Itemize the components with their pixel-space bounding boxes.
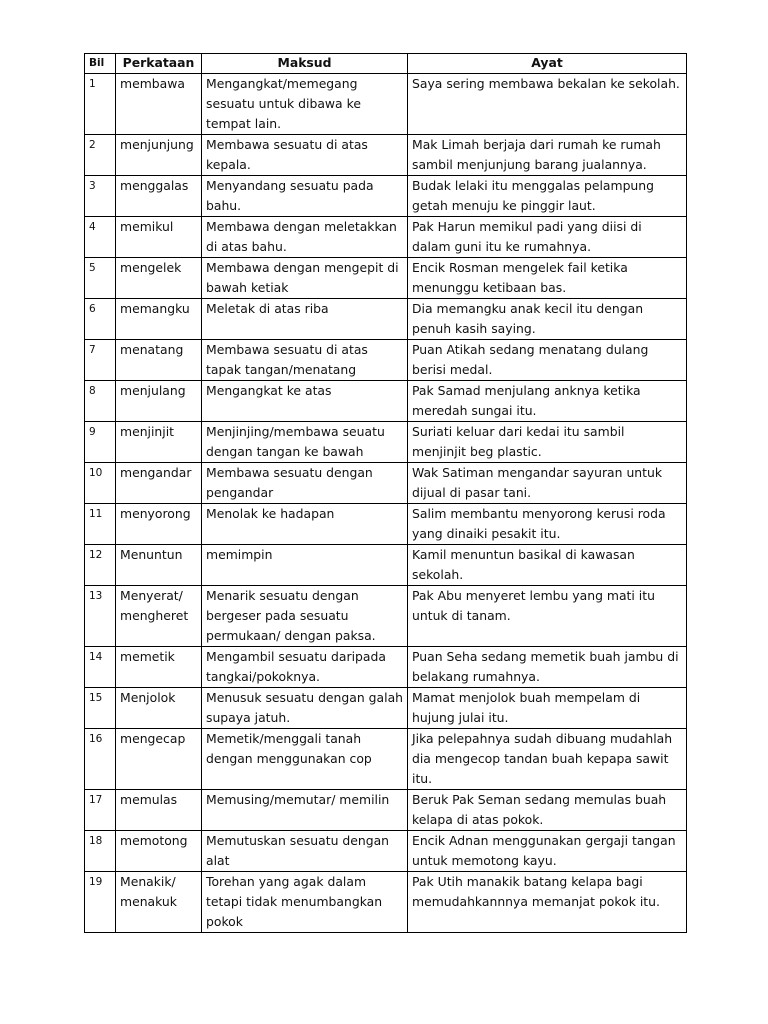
table-row (85, 504, 687, 545)
cell-maksud: Memusing/memutar/ memilin (202, 790, 408, 831)
header-ayat: Ayat (408, 54, 687, 74)
cell-ayat: Encik Adnan menggunakan gergaji tangan untuk memotong kayu. (408, 831, 687, 872)
cell-maksud: Menarik sesuatu dengan bergeser pada sesuatu permukaan/ dengan paksa. (202, 586, 408, 647)
table-row (85, 340, 687, 381)
cell-ayat: Mamat menjolok buah mempelam di hujung julai itu. (408, 688, 687, 729)
table-row (85, 647, 687, 688)
cell-bil: 2 (85, 135, 116, 176)
cell-maksud: Menusuk sesuatu dengan galah supaya jatuh. (202, 688, 408, 729)
cell-maksud: Torehan yang agak dalam tetapi tidak menumbangkan pokok (202, 872, 408, 933)
table-row (85, 422, 687, 463)
table-row (85, 463, 687, 504)
cell-bil: 10 (85, 463, 116, 504)
cell-perkataan: mengandar (116, 463, 202, 504)
cell-maksud: Memetik/menggali tanah dengan menggunakan cop (202, 729, 408, 790)
cell-bil: 6 (85, 299, 116, 340)
cell-ayat: Dia memangku anak kecil itu dengan penuh kasih saying. (408, 299, 687, 340)
table-body (85, 74, 687, 933)
cell-maksud: Membawa sesuatu dengan pengandar (202, 463, 408, 504)
table-row (85, 586, 687, 647)
cell-bil: 18 (85, 831, 116, 872)
cell-bil: 4 (85, 217, 116, 258)
cell-ayat: Budak lelaki itu menggalas pelampung getah menuju ke pinggir laut. (408, 176, 687, 217)
cell-bil: 1 (85, 74, 116, 135)
cell-perkataan: menggalas (116, 176, 202, 217)
cell-bil: 17 (85, 790, 116, 831)
vocabulary-table (84, 53, 687, 933)
cell-maksud: Mengangkat/memegang sesuatu untuk dibawa ke tempat lain. (202, 74, 408, 135)
cell-perkataan: mengelek (116, 258, 202, 299)
cell-perkataan: mengecap (116, 729, 202, 790)
header-maksud: Maksud (202, 54, 408, 74)
cell-ayat: Kamil menuntun basikal di kawasan sekolah. (408, 545, 687, 586)
table-row (85, 872, 687, 933)
cell-ayat: Pak Utih manakik batang kelapa bagi memudahkannnya memanjat pokok itu. (408, 872, 687, 933)
cell-ayat: Wak Satiman mengandar sayuran untuk dijual di pasar tani. (408, 463, 687, 504)
cell-perkataan: membawa (116, 74, 202, 135)
cell-maksud: Meletak di atas riba (202, 299, 408, 340)
cell-maksud: memimpin (202, 545, 408, 586)
cell-maksud: Membawa sesuatu di atas tapak tangan/menatang (202, 340, 408, 381)
cell-ayat: Puan Seha sedang memetik buah jambu di belakang rumahnya. (408, 647, 687, 688)
cell-bil: 15 (85, 688, 116, 729)
cell-perkataan: memotong (116, 831, 202, 872)
cell-perkataan: menjulang (116, 381, 202, 422)
table-row (85, 176, 687, 217)
cell-bil: 5 (85, 258, 116, 299)
table-row (85, 135, 687, 176)
cell-perkataan: Menakik/ menakuk (116, 872, 202, 933)
cell-ayat: Encik Rosman mengelek fail ketika menunggu ketibaan bas. (408, 258, 687, 299)
header-row (85, 54, 687, 74)
cell-maksud: Menolak ke hadapan (202, 504, 408, 545)
cell-perkataan: Menjolok (116, 688, 202, 729)
cell-maksud: Memutuskan sesuatu dengan alat (202, 831, 408, 872)
cell-maksud: Menyandang sesuatu pada bahu. (202, 176, 408, 217)
cell-perkataan: menatang (116, 340, 202, 381)
cell-maksud: Membawa dengan mengepit di bawah ketiak (202, 258, 408, 299)
cell-ayat: Salim membantu menyorong kerusi roda yang dinaiki pesakit itu. (408, 504, 687, 545)
table-row (85, 381, 687, 422)
cell-bil: 12 (85, 545, 116, 586)
cell-perkataan: Menyerat/ mengheret (116, 586, 202, 647)
cell-perkataan: menjunjung (116, 135, 202, 176)
cell-ayat: Puan Atikah sedang menatang dulang berisi medal. (408, 340, 687, 381)
cell-ayat: Beruk Pak Seman sedang memulas buah kelapa di atas pokok. (408, 790, 687, 831)
header-bil: Bil (85, 54, 116, 74)
cell-bil: 14 (85, 647, 116, 688)
cell-maksud: Menjinjing/membawa seuatu dengan tangan ke bawah (202, 422, 408, 463)
cell-bil: 16 (85, 729, 116, 790)
table-row (85, 217, 687, 258)
table-row (85, 790, 687, 831)
cell-ayat: Pak Harun memikul padi yang diisi di dalam guni itu ke rumahnya. (408, 217, 687, 258)
cell-perkataan: memetik (116, 647, 202, 688)
table-row (85, 545, 687, 586)
cell-perkataan: menjinjit (116, 422, 202, 463)
cell-ayat: Saya sering membawa bekalan ke sekolah. (408, 74, 687, 135)
cell-maksud: Membawa sesuatu di atas kepala. (202, 135, 408, 176)
cell-bil: 8 (85, 381, 116, 422)
cell-ayat: Suriati keluar dari kedai itu sambil menjinjit beg plastic. (408, 422, 687, 463)
cell-bil: 3 (85, 176, 116, 217)
table-row (85, 831, 687, 872)
table-row (85, 688, 687, 729)
cell-perkataan: menyorong (116, 504, 202, 545)
header-perkataan: Perkataan (116, 54, 202, 74)
cell-bil: 13 (85, 586, 116, 647)
cell-bil: 9 (85, 422, 116, 463)
cell-ayat: Jika pelepahnya sudah dibuang mudahlah dia mengecop tandan buah kepapa sawit itu. (408, 729, 687, 790)
cell-bil: 19 (85, 872, 116, 933)
table-row (85, 258, 687, 299)
table-row (85, 729, 687, 790)
cell-perkataan: Menuntun (116, 545, 202, 586)
cell-bil: 7 (85, 340, 116, 381)
cell-perkataan: memulas (116, 790, 202, 831)
cell-bil: 11 (85, 504, 116, 545)
table-row (85, 74, 687, 135)
cell-maksud: Mengambil sesuatu daripada tangkai/pokoknya. (202, 647, 408, 688)
cell-ayat: Pak Samad menjulang anknya ketika meredah sungai itu. (408, 381, 687, 422)
cell-ayat: Pak Abu menyeret lembu yang mati itu untuk di tanam. (408, 586, 687, 647)
cell-ayat: Mak Limah berjaja dari rumah ke rumah sambil menjunjung barang jualannya. (408, 135, 687, 176)
cell-perkataan: memangku (116, 299, 202, 340)
cell-maksud: Mengangkat ke atas (202, 381, 408, 422)
cell-perkataan: memikul (116, 217, 202, 258)
table-row (85, 299, 687, 340)
cell-maksud: Membawa dengan meletakkan di atas bahu. (202, 217, 408, 258)
